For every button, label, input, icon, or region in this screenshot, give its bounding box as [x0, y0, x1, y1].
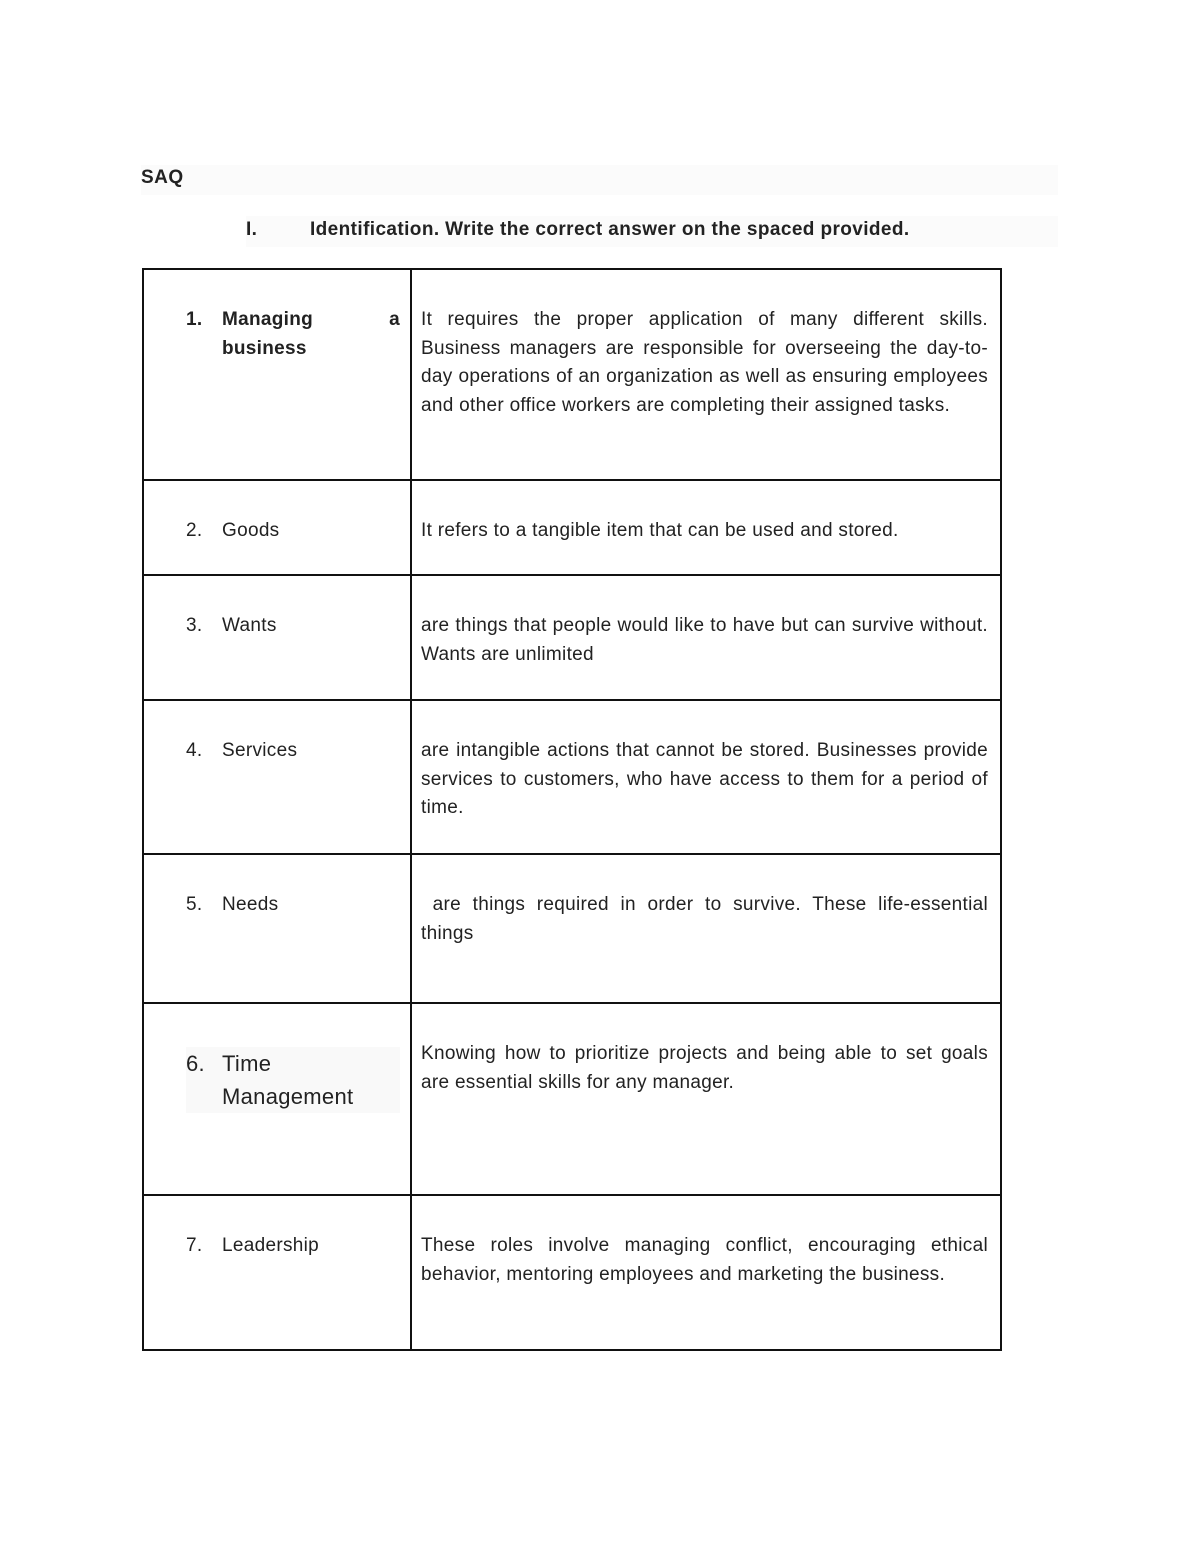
definition-cell: are things that people would like to have but can survive without. Wants are unlimited — [411, 575, 1001, 700]
term-label: Leadership — [222, 1235, 320, 1256]
term-cell — [143, 1003, 411, 1195]
term-label: Goods — [222, 520, 280, 541]
item-number: 7. — [186, 1235, 203, 1256]
term-item — [186, 1232, 400, 1261]
table-row — [143, 575, 1001, 700]
term-item — [186, 612, 400, 641]
item-number: 6. — [186, 1051, 205, 1076]
term-item — [186, 517, 400, 546]
term-cell — [143, 269, 411, 480]
table-row — [143, 1003, 1001, 1195]
term-cell — [143, 575, 411, 700]
item-number: 5. — [186, 894, 203, 915]
term-item — [186, 737, 400, 766]
term-label: Managing a business — [222, 309, 400, 359]
definition-cell: are things required in order to survive. These life-essential things — [411, 854, 1001, 1003]
instruction-heading — [246, 216, 1058, 247]
table-row — [143, 854, 1001, 1003]
term-item — [186, 891, 400, 920]
term-label: Needs — [222, 894, 279, 915]
item-number: 4. — [186, 740, 203, 761]
term-cell — [143, 1195, 411, 1350]
identification-table — [142, 268, 1002, 1351]
item-number: 1. — [186, 309, 203, 330]
table-row — [143, 269, 1001, 480]
term-label: Wants — [222, 615, 277, 636]
definition-cell: Knowing how to prioritize projects and being able to set goals are essential skills for any manager. — [411, 1003, 1001, 1195]
term-item — [186, 306, 400, 363]
definition-cell: It refers to a tangible item that can be used and stored. — [411, 480, 1001, 575]
definition-cell: It requires the proper application of many different skills. Business managers are responsible for overseeing the day-to-day operations of an organization as well as ensuring employees and other office workers are completing their assigned tasks. — [411, 269, 1001, 480]
term-cell — [143, 480, 411, 575]
definition-cell: are intangible actions that cannot be stored. Businesses provide services to customers, who have access to them for a period of time. — [411, 700, 1001, 854]
section-numeral: I. — [246, 219, 258, 240]
document-title: SAQ — [141, 165, 1058, 195]
term-item — [186, 1047, 400, 1113]
term-label: Services — [222, 740, 298, 761]
table-row — [143, 700, 1001, 854]
item-number: 2. — [186, 520, 203, 541]
term-cell — [143, 700, 411, 854]
term-label: Time Management — [222, 1051, 354, 1109]
instruction-text: Identification. Write the correct answer on the spaced provided. — [310, 219, 910, 240]
table-row — [143, 1195, 1001, 1350]
item-number: 3. — [186, 615, 203, 636]
definition-cell: These roles involve managing conflict, encouraging ethical behavior, mentoring employees and marketing the business. — [411, 1195, 1001, 1350]
table-row — [143, 480, 1001, 575]
term-cell — [143, 854, 411, 1003]
